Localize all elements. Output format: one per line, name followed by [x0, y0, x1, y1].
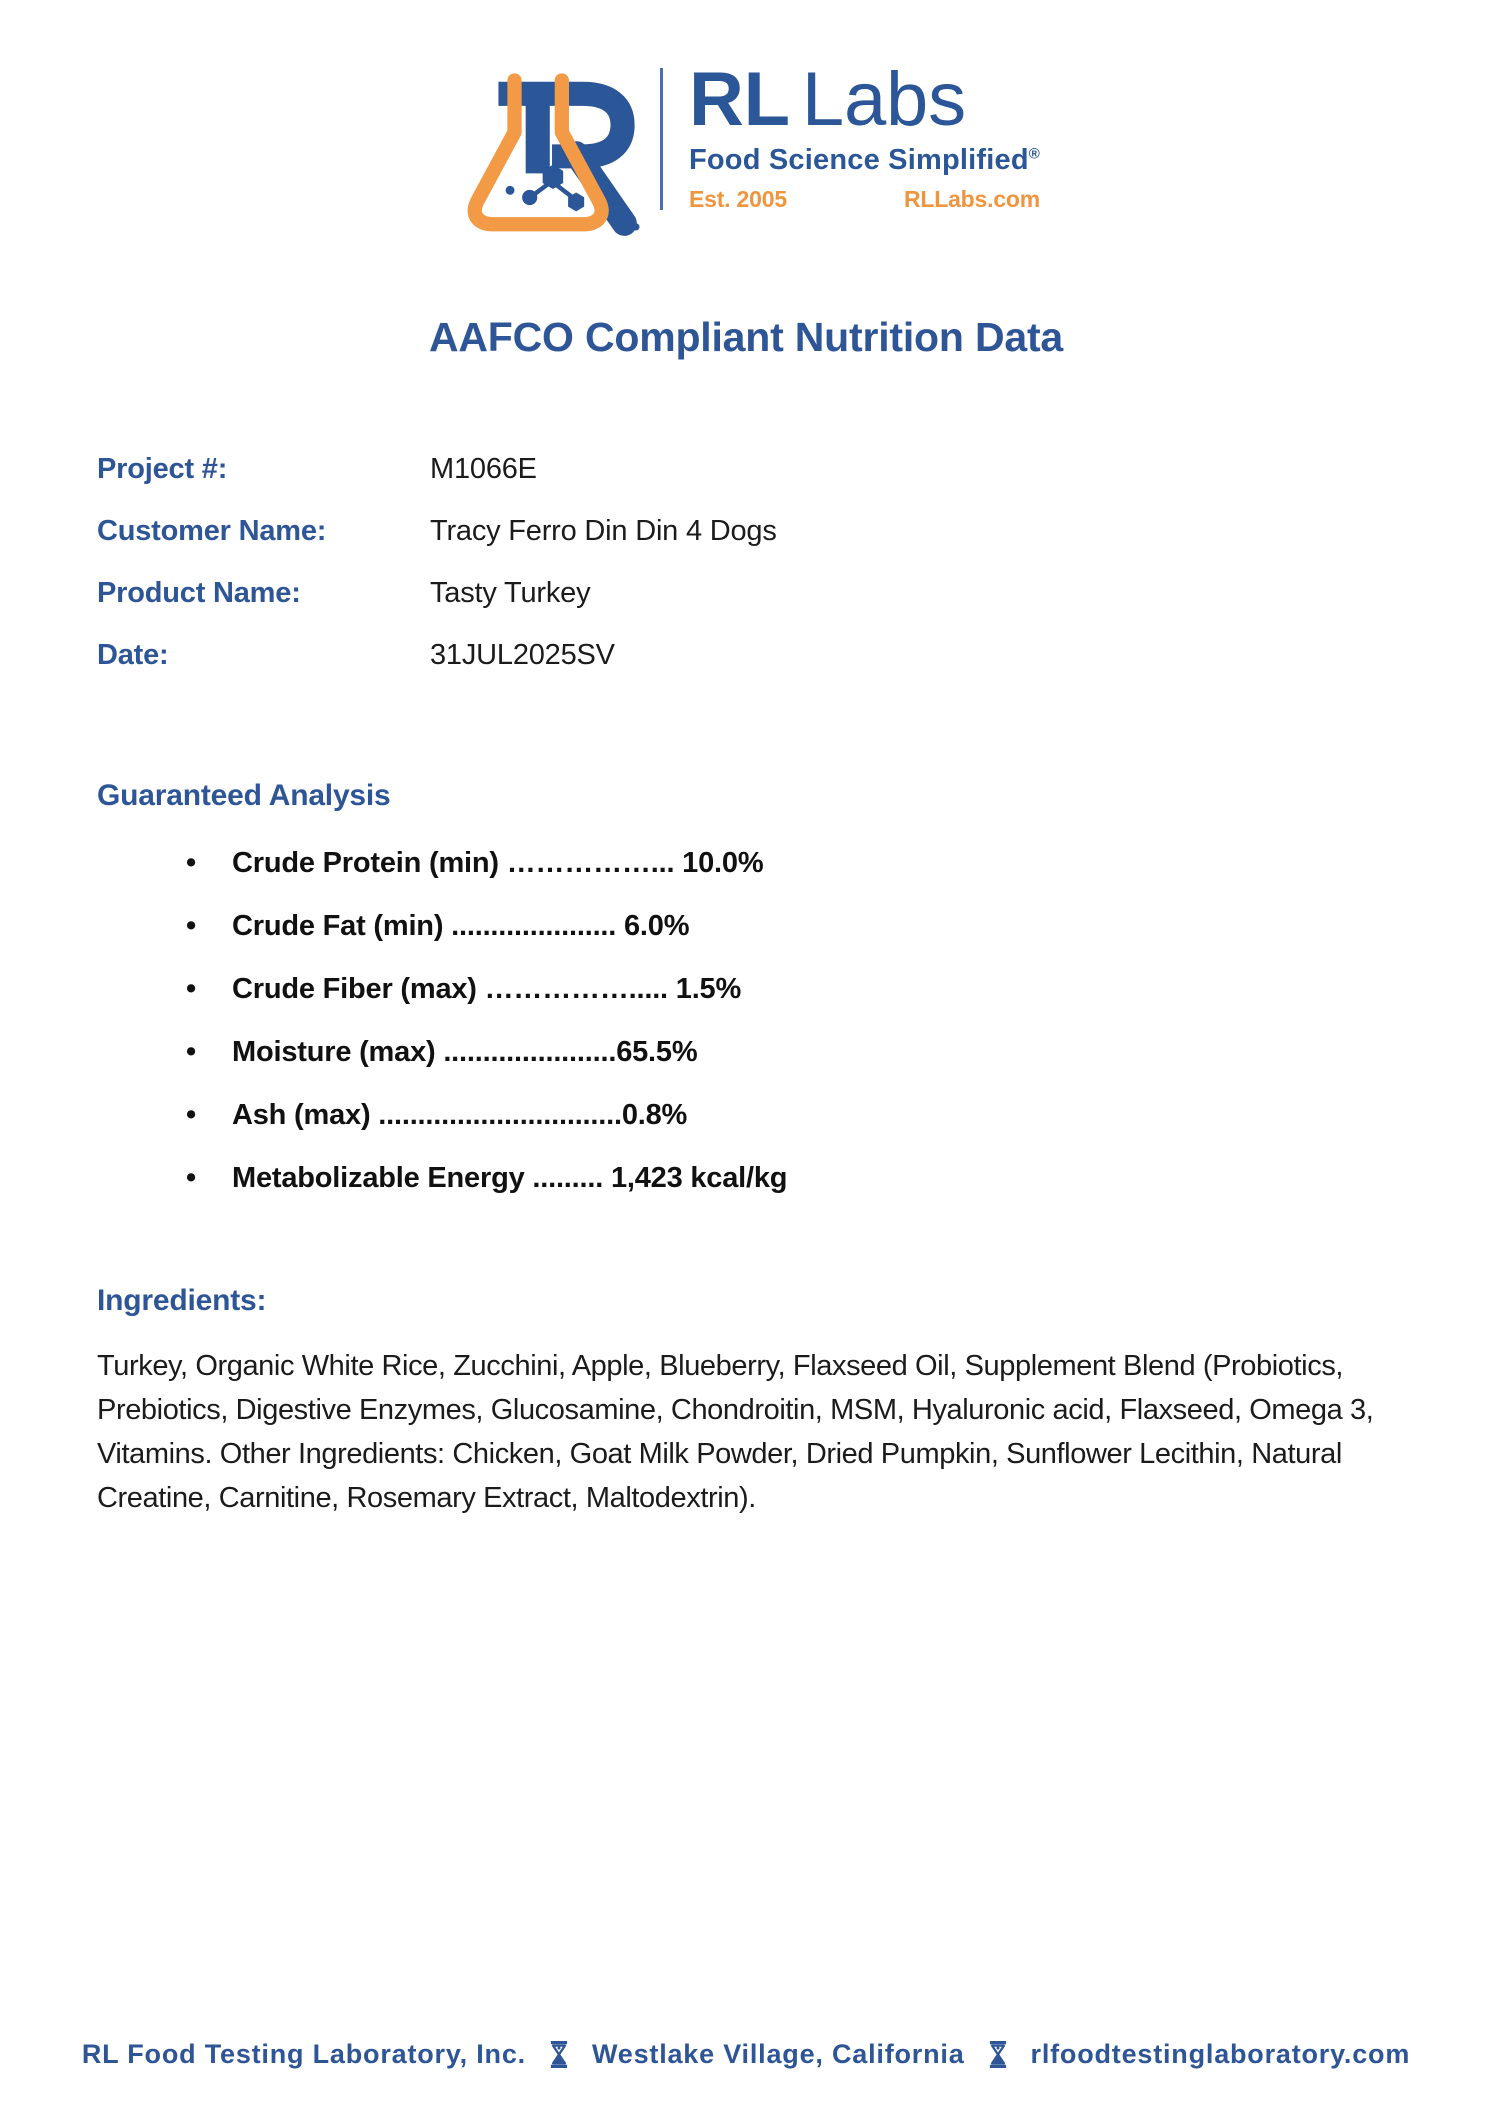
field-label: Project #:: [97, 453, 228, 485]
bullet-icon: •: [186, 1162, 196, 1194]
logo-tagline: [689, 144, 1040, 177]
footer-website: rlfoodtestinglaboratory.com: [1030, 2039, 1411, 2069]
field-value: 31JUL2025SV: [430, 639, 615, 671]
flask-molecule-icon: [452, 58, 644, 236]
analysis-item-text: Metabolizable Energy ......... 1,423 kcal/kg: [232, 1162, 788, 1194]
field-value: M1066E: [430, 453, 537, 485]
project-info: [97, 451, 1492, 673]
field-label: Product Name:: [97, 577, 301, 609]
analysis-item-metabolizable-energy: [0, 1160, 1492, 1196]
page-footer: [0, 2039, 1492, 2070]
analysis-item-ash: [0, 1097, 1492, 1133]
analysis-item-crude-protein: [0, 845, 1492, 881]
logo-text-block: [689, 58, 1040, 213]
registered-symbol: ®: [1028, 145, 1041, 163]
analysis-item-text: Crude Fat (min) ..................... 6.0%: [232, 910, 690, 942]
footer-location: Westlake Village, California: [591, 2039, 965, 2069]
analysis-item-moisture: [0, 1034, 1492, 1070]
analysis-item-text: Crude Protein (min) ……………... 10.0%: [232, 847, 764, 879]
analysis-item-crude-fiber: [0, 971, 1492, 1007]
bullet-icon: •: [186, 973, 196, 1005]
analysis-item-text: Crude Fiber (max) ……………..... 1.5%: [232, 973, 742, 1005]
field-label: Date:: [97, 639, 169, 671]
analysis-item-crude-fat: [0, 908, 1492, 944]
field-row-project: [97, 451, 1492, 487]
field-row-customer: [97, 513, 1492, 549]
guaranteed-analysis-heading: Guaranteed Analysis: [97, 779, 391, 812]
registered-dot: [632, 223, 639, 230]
bullet-icon: •: [186, 1099, 196, 1131]
logo-wordmark: [688, 57, 1040, 142]
field-row-product: [97, 575, 1492, 611]
field-value: Tasty Turkey: [430, 577, 591, 609]
footer-company: RL Food Testing Laboratory, Inc.: [81, 2039, 526, 2069]
field-value: Tracy Ferro Din Din 4 Dogs: [430, 515, 777, 547]
analysis-item-text: Ash (max) ...............................0.8%: [232, 1099, 688, 1131]
field-label: Customer Name:: [97, 515, 327, 547]
bullet-icon: •: [186, 847, 196, 879]
logo-wordmark-light: Labs: [801, 57, 966, 142]
field-row-date: [97, 637, 1492, 673]
logo-meta-row: [689, 186, 1040, 213]
analysis-item-text: Moisture (max) ......................65.5%: [232, 1036, 698, 1068]
logo-established: Est. 2005: [688, 186, 787, 212]
bullet-icon: •: [186, 1036, 196, 1068]
ingredients-paragraph: Turkey, Organic White Rice, Zucchini, Apple, Blueberry, Flaxseed Oil, Supplement Blend (Probiotics, Prebiotics, Digestive Enzymes, Glucosamine, Chondroitin, MSM, Hyaluronic acid, Flaxseed, Omega 3, Vitamins. Other Ingredients: Chicken, Goat Milk Powder, Dried Pumpkin, Sunflower Lecithin, Natural Creatine, Carnitine, Rosemary Extract, Maltodextrin).: [97, 1350, 1374, 1514]
hourglass-icon: [548, 2041, 570, 2068]
bullet-icon: •: [186, 910, 196, 942]
page-title: AAFCO Compliant Nutrition Data: [428, 314, 1064, 360]
hourglass-icon: [987, 2041, 1009, 2068]
rl-labs-logo: [0, 0, 1492, 236]
logo-divider: [660, 68, 663, 210]
logo-website: RLLabs.com: [903, 186, 1041, 212]
logo-tagline-text: Food Science Simplified: [688, 144, 1029, 176]
logo-wordmark-bold: RL: [688, 57, 790, 142]
ingredients-heading: Ingredients:: [97, 1284, 267, 1317]
guaranteed-analysis-list: [0, 845, 1492, 1196]
